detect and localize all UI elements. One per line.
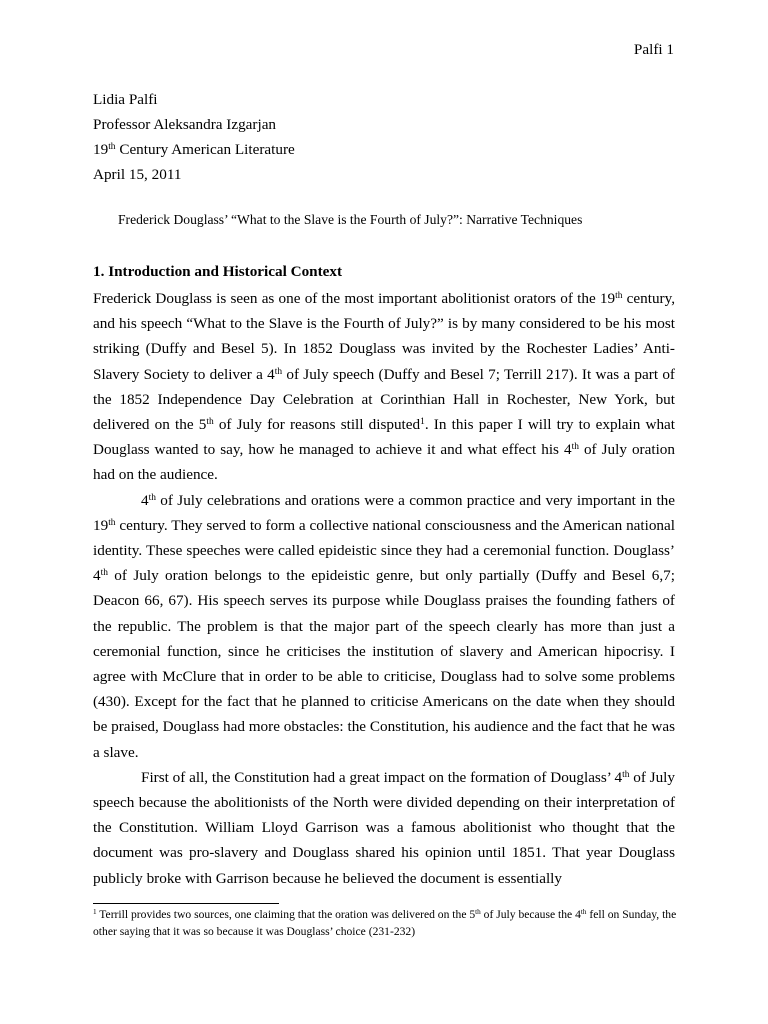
footnote-divider (93, 903, 279, 904)
paragraph: First of all, the Constitution had a great impact on the formation of Douglass’ 4th of July speech because the abolitionists of the North were divided depending on their interpretation of the Constitution. William Lloyd Garrison was a famous abolitionist who thought that the document was pro-slavery and Douglass shared his opinion until 1851. That year Douglass publicly broke with Garrison because he believed the document is essentially (93, 768, 675, 887)
body-text (93, 286, 675, 891)
course-name: 19th Century American Literature (93, 141, 295, 158)
paragraph: Frederick Douglass is seen as one of the most important abolitionist orators of the 19th century, and his speech “What to the Slave is the Fourth of July?” is by many considered to be his most striking (Duffy and Besel 5). In 1852 Douglass was invited by the Rochester Ladies’ Anti-Slavery Society to deliver a 4th of July speech (Duffy and Besel 7; Terrill 217). It was a part of the 1852 Independence Day Celebration at Corinthian Hall in Rochester, New York, but delivered on the 5th of July for reasons still disputed$^1$. In this paper I will try to explain what Douglass wanted to say, how he managed to achieve it and what effect his 4th of July oration had on the audience. (93, 290, 676, 484)
mla-heading (93, 87, 295, 187)
footnote-ref: 1 (420, 416, 425, 427)
running-header: Palfi 1 (633, 41, 674, 58)
date: April 15, 2011 (93, 166, 182, 183)
professor-name: Professor Aleksandra Izgarjan (93, 116, 277, 133)
section-heading: 1. Introduction and Historical Context (93, 263, 343, 280)
author-name: Lidia Palfi (93, 91, 158, 108)
paragraph: 4th of July celebrations and orations were a common practice and very important in the 19th century. They served to form a collective national consciousness and the American national identity. These speeches were called epideistic since they had a ceremonial function. Douglass’ 4th of July oration belongs to the epideistic genre, but only partially (Duffy and Besel 6,7; Deacon 66, 67). His speech serves its purpose while Douglass praises the founding fathers of the republic. The problem is that the major part of the speech clearly has more than just a ceremonial function, since he criticises the institution of slavery and American hipocrisy. I agree with McClure that in order to be able to criticise, Douglass had to solve some problems (430). Except for the fact that he planned to criticise Americans on the date when they should be praised, Douglass had more obstacles: the Constitution, his audience and the fact that he was a slave. (93, 491, 675, 761)
paper-title: Frederick Douglass’ “What to the Slave is the Fourth of July?”: Narrative Techniques (118, 212, 583, 227)
footnote: $^1$ Terrill provides two sources, one claiming that the oration was delivered on the 5th of July because the 4th fell on Sunday, the other saying that it was so because it was Douglass’ choice (231-232) (93, 908, 677, 938)
